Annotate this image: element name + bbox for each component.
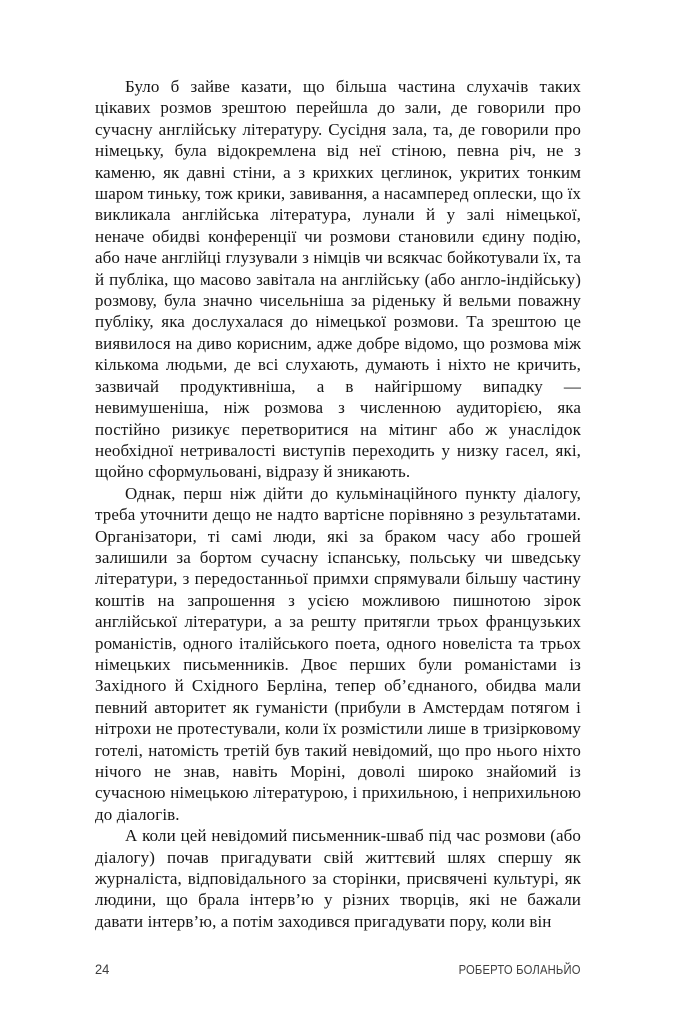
paragraph: Однак, перш ніж дійти до кульмінаційного пункту діалогу, треба уточнити дещо не надто вартісне порівняно з результатами. Організатори, ті самі люди, які за браком часу або грошей залишили за бортом сучасну іспанську, польську чи шведську літератури, з передостанньої примхи спрямували більшу частину коштів на запрошення з усією можливою пишнотою зірок англійської літератури, а за решту притягли трьох французьких романістів, одного італійського поета, одного новеліста та трьох німецьких письменників. Двоє перших були романістами із Західного й Східного Берліна, тепер об’єднаного, обидва мали певний авторитет як гуманісти (прибули в Амстердам потягом і нітрохи не протестували, коли їх розмістили лише в тризірковому готелі, натомість третій був такий невідомий, що про нього ніхто нічого не знав, навіть Моріні, доволі широко знайомий із сучасною німецькою літературою, і прихильною, і неприхильною до діалогів. <box>95 483 581 824</box>
page-footer <box>95 961 581 977</box>
page-text <box>95 76 581 932</box>
paragraph: А коли цей невідомий письменник-шваб під час розмови (або діалогу) почав пригадувати свій життєвий шлях спершу як журналіста, відповідального за сторінки, присвячені культурі, як людини, що брала інтерв’ю у різних творців, які не бажали давати інтерв’ю, а потім заходився пригадувати пору, коли він <box>95 826 581 931</box>
page-number: 24 <box>95 961 110 977</box>
paragraph: Було б зайве казати, що більша частина слухачів таких цікавих розмов зрештою перейшла до зали, де говорили про сучасну англійську літературу. Сусідня зала, та, де говорили про німецьку, була відокремлена від неї стіною, певна річ, не з каменю, як давні стіни, а з крихких цеглинок, укритих тонким шаром тиньку, тож крики, завивання, а насамперед оплески, що їх викликала англійська література, лунали й у залі німецької, неначе обидві конференції чи розмови становили єдину подію, або наче англійці глузували з німців чи всякчас бойкотували їх, та й публіка, що масово завітала на англійську (або англо-індійську) розмову, була значно чисельніша за ріденьку й вельми поважну публіку, яка дослухалася до німецької розмови. Та зрештою це виявилося на диво корисним, адже добре відомо, що розмова між кількома людьми, де всі слухають, думають і ніхто не кричить, зазвичай продуктивніша, а в найгіршому випадку — невимушеніша, ніж розмова з численною аудиторією, яка постійно ризикує перетворитися на мітинг або ж унаслідок необхідної нетривалості виступів переходить у низку гасел, які, щойно сформульовані, відразу й зникають. <box>95 77 581 482</box>
running-footer-author: РОБЕРТО БОЛАНЬЙО <box>458 963 581 977</box>
